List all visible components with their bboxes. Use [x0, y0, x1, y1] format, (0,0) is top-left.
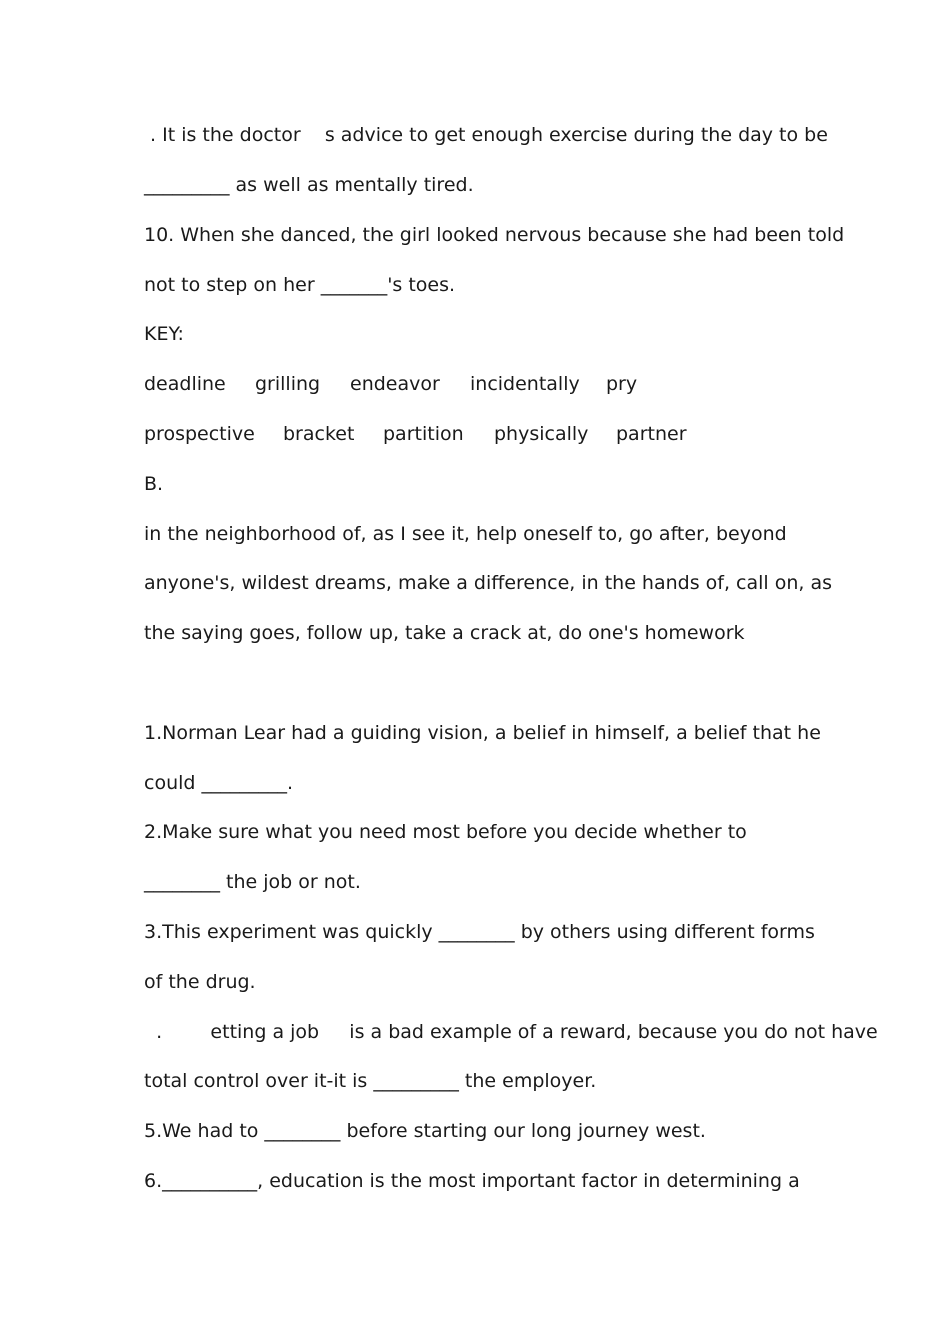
key-word: deadline	[144, 373, 226, 395]
question-line: of the drug.	[144, 971, 256, 993]
key-word: grilling	[255, 373, 321, 395]
question-line: 3.This experiment was quickly ________ by others using different forms	[144, 921, 815, 943]
key-word: endeavor	[350, 373, 440, 395]
question-line: 6.__________, education is the most important factor in determining a	[144, 1170, 800, 1192]
key-word: partition	[383, 423, 464, 445]
key-word: physically	[494, 423, 589, 445]
question-line: total control over it-it is _________ the employer.	[144, 1070, 597, 1092]
text-line: _________ as well as mentally tired.	[144, 174, 474, 196]
key-word: bracket	[283, 423, 355, 445]
section-heading: B.	[144, 473, 164, 495]
key-word: partner	[616, 423, 687, 445]
phrase-list-line: the saying goes, follow up, take a crack at, do one's homework	[144, 622, 745, 644]
question-line: ________ the job or not.	[144, 871, 361, 893]
text-line: 10. When she danced, the girl looked nervous because she had been told	[144, 224, 845, 246]
text-line: . It is the doctor s advice to get enough exercise during the day to be	[144, 124, 828, 146]
text-line: not to step on her _______'s toes.	[144, 274, 456, 296]
phrase-list-line: in the neighborhood of, as I see it, help oneself to, go after, beyond	[144, 523, 787, 545]
phrase-list-line: anyone's, wildest dreams, make a difference, in the hands of, call on, as	[144, 572, 833, 594]
question-line: 1.Norman Lear had a guiding vision, a belief in himself, a belief that he	[144, 722, 821, 744]
key-word: incidentally	[470, 373, 580, 395]
question-line: 2.Make sure what you need most before you decide whether to	[144, 821, 747, 843]
key-word: pry	[606, 373, 638, 395]
question-line: . etting a job is a bad example of a reward, because you do not have	[144, 1021, 878, 1043]
key-heading: KEY:	[144, 323, 184, 345]
key-word: prospective	[144, 423, 255, 445]
question-line: could _________.	[144, 772, 294, 794]
question-line: 5.We had to ________ before starting our long journey west.	[144, 1120, 706, 1142]
